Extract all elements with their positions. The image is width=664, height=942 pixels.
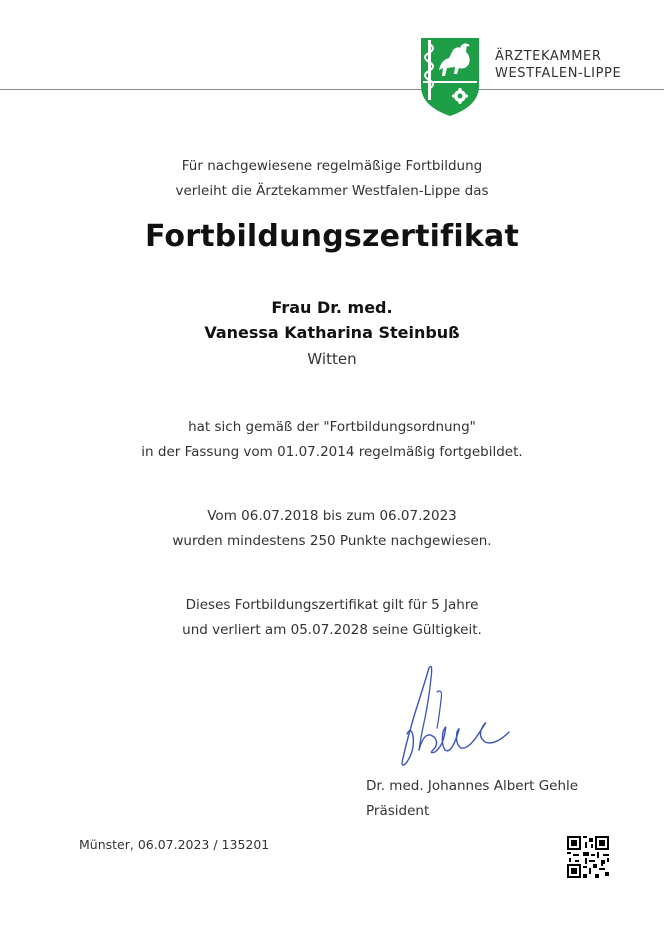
recipient-name: Vanessa Katharina Steinbuß (204, 323, 460, 342)
regulation-line2: in der Fassung vom 01.07.2014 regelmäßig fortgebildet. (141, 444, 523, 460)
validity-line1: Dieses Fortbildungszertifikat gilt für 5 Jahre (185, 597, 479, 613)
intro-line2: verleiht die Ärztekammer Westfalen-Lippe das (175, 183, 489, 199)
period-paragraph (0, 504, 664, 554)
recipient-city: Witten (307, 350, 357, 368)
validity-line2: und verliert am 05.07.2028 seine Gültigkeit. (182, 622, 482, 638)
org-name-line1: ÄRZTEKAMMER (495, 49, 602, 64)
org-name-line2: WESTFALEN-LIPPE (495, 66, 622, 81)
period-line2: wurden mindestens 250 Punkte nachgewiesen. (172, 533, 492, 549)
org-name (495, 48, 621, 82)
recipient-block (0, 295, 664, 345)
signer-block (366, 774, 578, 824)
regulation-paragraph (0, 415, 664, 465)
period-line1: Vom 06.07.2018 bis zum 06.07.2023 (207, 508, 457, 524)
intro-text (0, 154, 664, 204)
validity-paragraph (0, 593, 664, 643)
signature-icon (385, 658, 525, 776)
qr-code-icon (567, 836, 609, 878)
signer-role: Präsident (366, 803, 430, 819)
place-date-reference: Münster, 06.07.2023 / 135201 (79, 837, 270, 852)
aekwl-logo-icon (417, 34, 483, 118)
header-divider (0, 89, 664, 90)
signer-name: Dr. med. Johannes Albert Gehle (366, 778, 579, 794)
recipient-salutation: Frau Dr. med. (271, 298, 393, 317)
certificate-title: Fortbildungszertifikat (144, 219, 520, 254)
regulation-line1: hat sich gemäß der "Fortbildungsordnung" (188, 419, 476, 435)
intro-line1: Für nachgewiesene regelmäßige Fortbildung (181, 158, 483, 174)
